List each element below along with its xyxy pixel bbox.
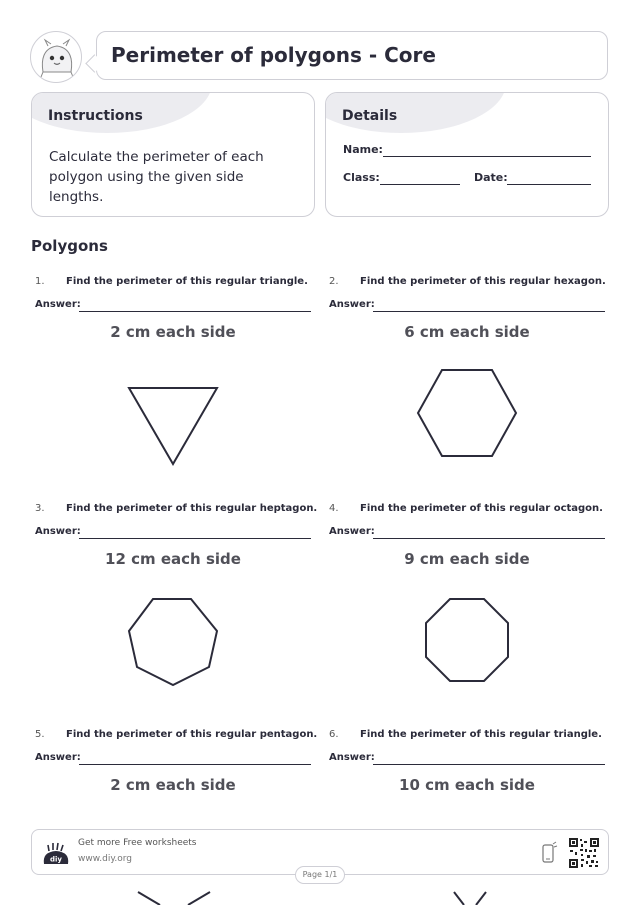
- qr-code-icon: [568, 837, 600, 869]
- side-length: 12 cm each side: [105, 550, 241, 568]
- question-number: 2.: [329, 276, 339, 287]
- question-5: [31, 729, 318, 905]
- question-text: Find the perimeter of this regular pentagon.: [66, 729, 318, 740]
- date-label: Date:: [474, 171, 508, 184]
- question-number: 3.: [35, 503, 45, 514]
- section-title: Polygons: [31, 237, 108, 255]
- side-length: 10 cm each side: [399, 776, 535, 794]
- answer-label: Answer:: [35, 526, 81, 537]
- question-text: Find the perimeter of this regular heptagon.: [66, 503, 318, 514]
- side-length: 6 cm each side: [404, 323, 530, 341]
- answer-field[interactable]: [79, 538, 311, 539]
- heptagon-shape: [125, 595, 221, 689]
- class-label: Class:: [343, 171, 380, 184]
- question-text: Find the perimeter of this regular hexagon.: [360, 276, 606, 287]
- footer-url[interactable]: www.diy.org: [78, 854, 132, 864]
- answer-label: Answer:: [329, 526, 375, 537]
- question-4: [325, 503, 605, 723]
- question-text: Find the perimeter of this regular octagon.: [360, 503, 603, 514]
- answer-label: Answer:: [35, 299, 81, 310]
- title-box: [96, 31, 608, 80]
- instructions-text: Calculate the perimeter of each polygon using the given side lengths.: [49, 149, 264, 205]
- phone-icon: [540, 841, 558, 865]
- page-indicator: Page 1/1: [295, 866, 345, 884]
- octagon-shape: [422, 595, 512, 685]
- answer-field[interactable]: [373, 311, 605, 312]
- triangle-shape: [123, 384, 223, 468]
- answer-label: Answer:: [329, 752, 375, 763]
- answer-label: Answer:: [35, 752, 81, 763]
- question-1: [31, 276, 311, 496]
- class-field[interactable]: [380, 184, 460, 185]
- question-3: [31, 503, 318, 723]
- date-field[interactable]: [507, 184, 591, 185]
- name-label: Name:: [343, 143, 383, 156]
- footer-cta[interactable]: Get more Free worksheets: [78, 838, 197, 848]
- name-field[interactable]: [383, 156, 591, 157]
- answer-field[interactable]: [79, 764, 311, 765]
- question-number: 6.: [329, 729, 339, 740]
- instructions-heading: Instructions: [48, 108, 143, 124]
- page-title: Perimeter of polygons - Core: [111, 43, 436, 67]
- question-6: [325, 729, 605, 905]
- details-card: [325, 92, 609, 217]
- question-number: 4.: [329, 503, 339, 514]
- answer-field[interactable]: [79, 311, 311, 312]
- answer-label: Answer:: [329, 299, 375, 310]
- owl-mascot-icon: [31, 32, 82, 83]
- question-number: 5.: [35, 729, 45, 740]
- question-text: Find the perimeter of this regular triangle.: [360, 729, 602, 740]
- triangle-shape-partial: [440, 888, 500, 905]
- instructions-card: [31, 92, 315, 217]
- question-text: Find the perimeter of this regular triangle.: [66, 276, 308, 287]
- pentagon-shape-partial: [130, 888, 220, 905]
- side-length: 2 cm each side: [110, 776, 236, 794]
- answer-field[interactable]: [373, 764, 605, 765]
- hexagon-shape: [414, 366, 520, 460]
- question-2: [325, 276, 605, 496]
- diy-logo-icon[interactable]: [41, 840, 71, 868]
- svg-text:diy: diy: [50, 855, 62, 864]
- details-heading: Details: [342, 108, 398, 124]
- side-length: 9 cm each side: [404, 550, 530, 568]
- side-length: 2 cm each side: [110, 323, 236, 341]
- mascot-avatar: [30, 31, 82, 83]
- question-number: 1.: [35, 276, 45, 287]
- answer-field[interactable]: [373, 538, 605, 539]
